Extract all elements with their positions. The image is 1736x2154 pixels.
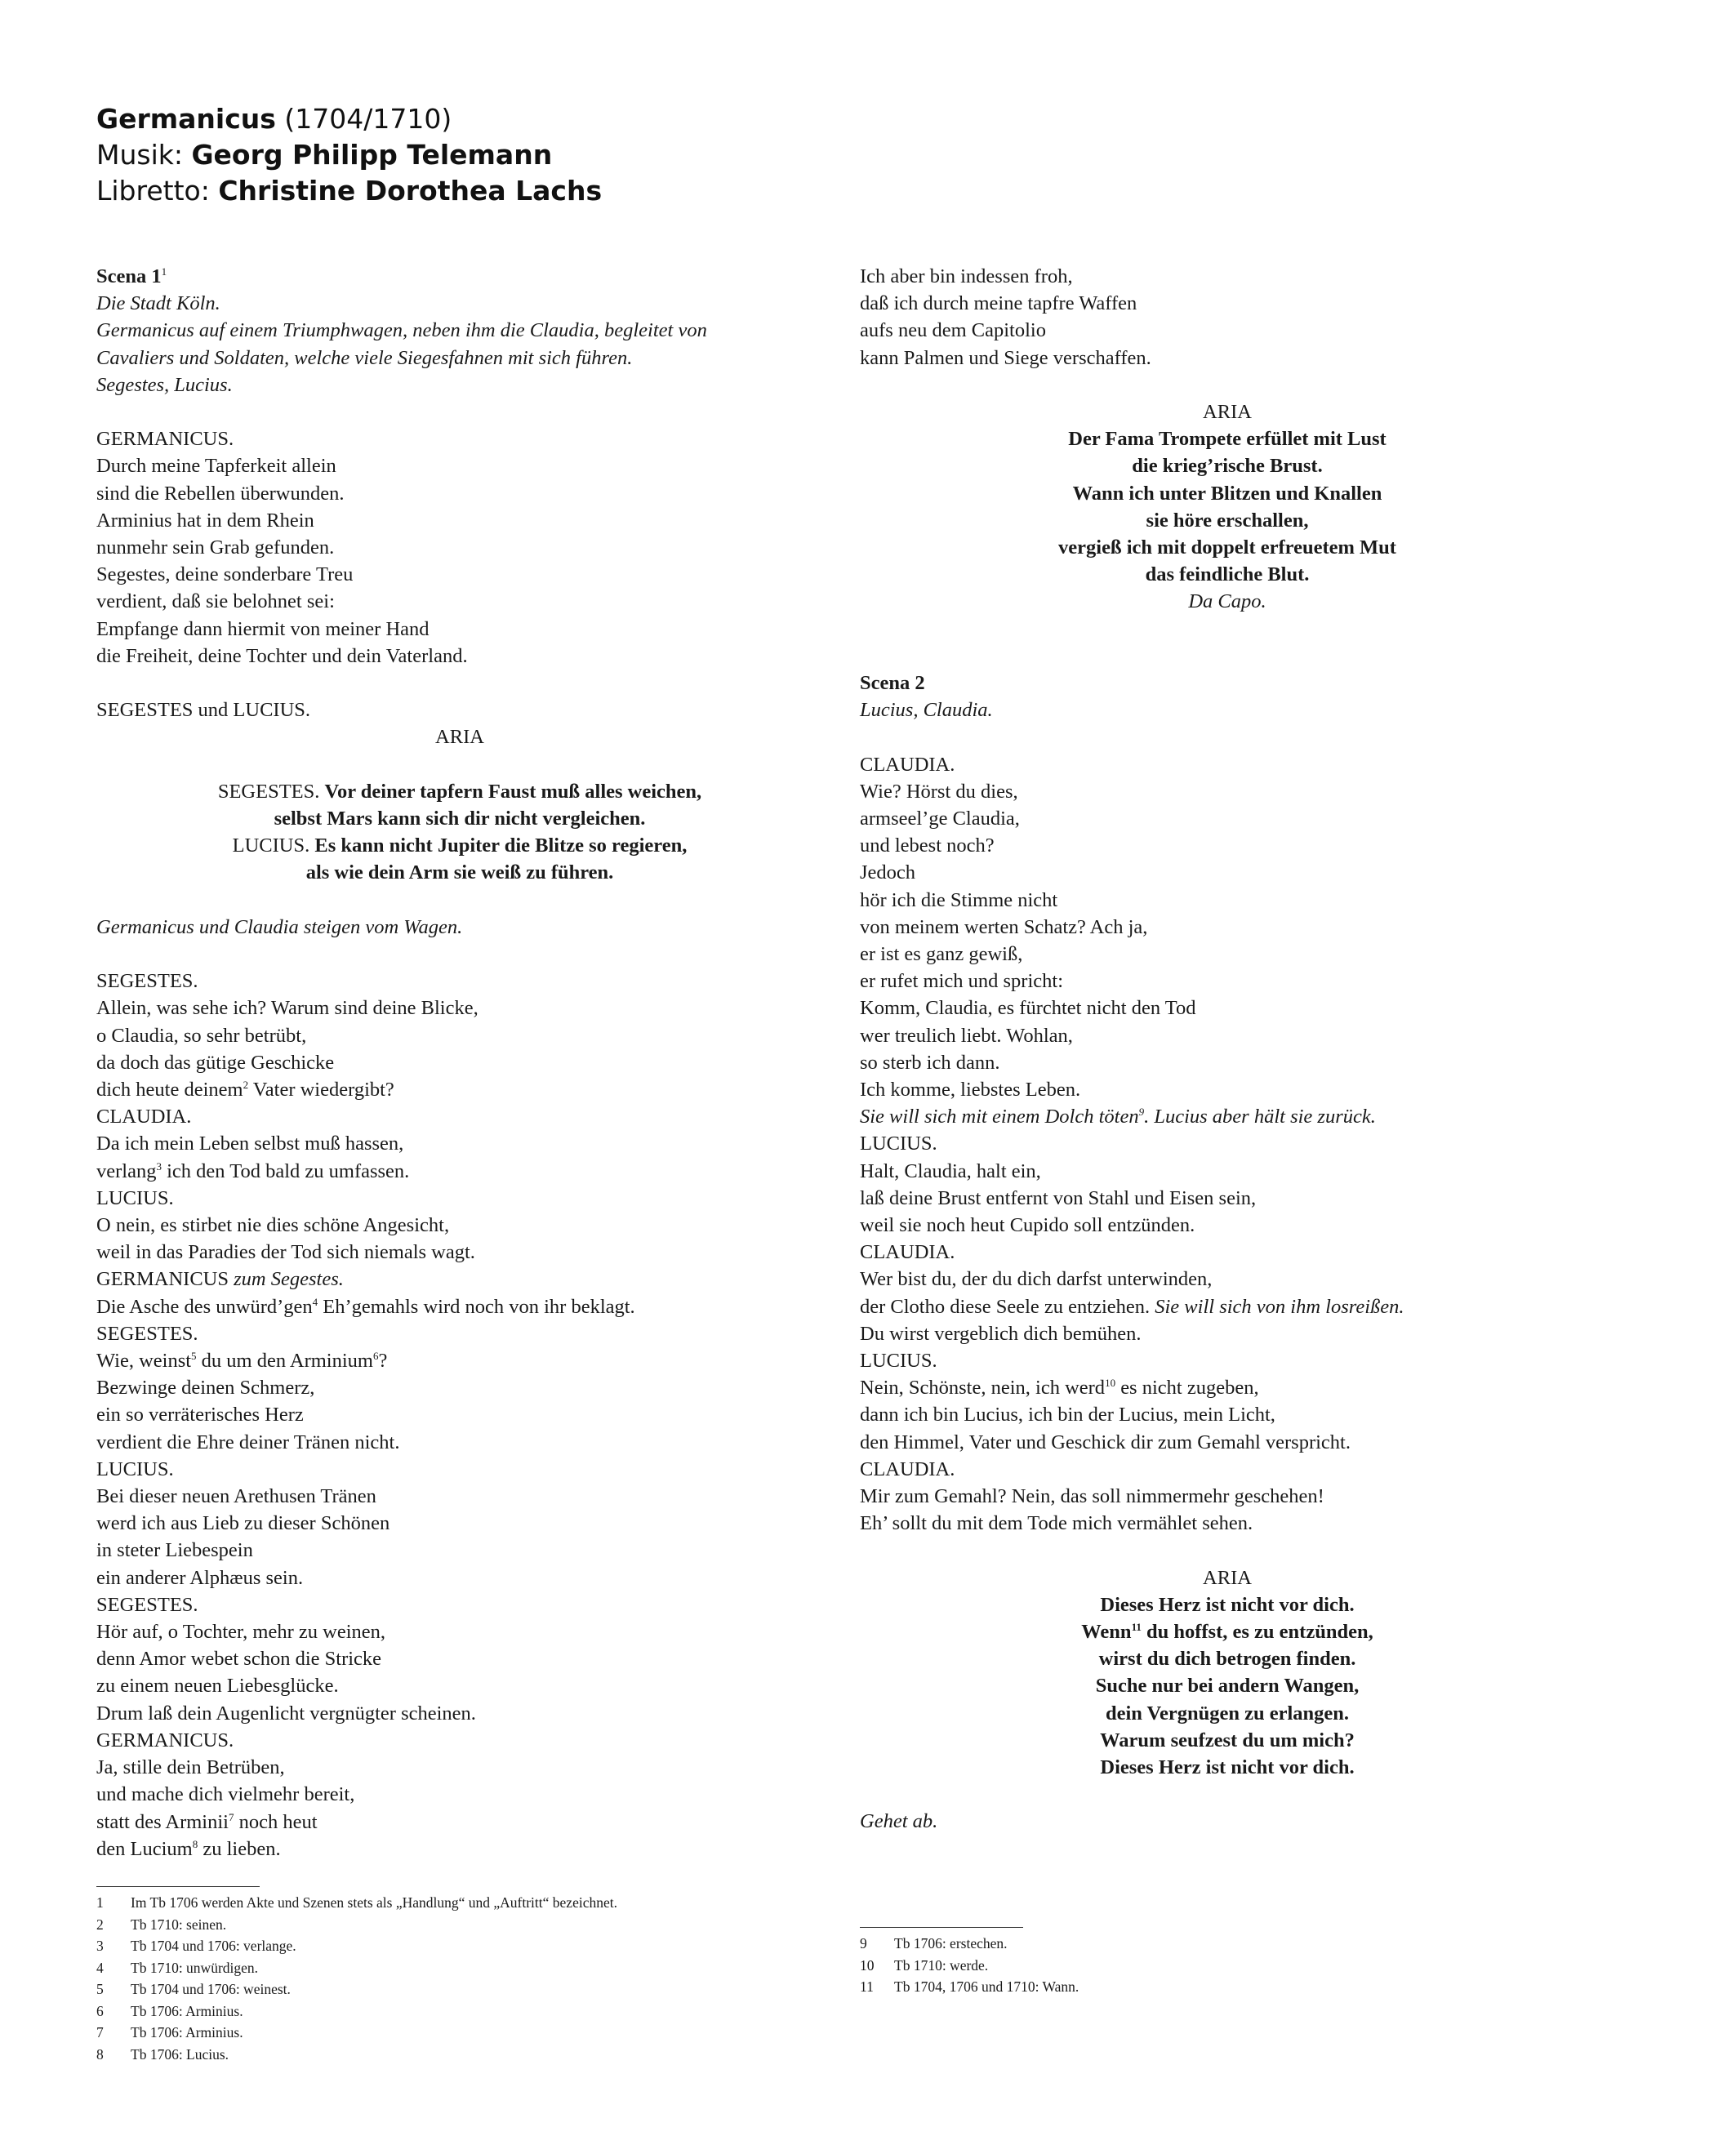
verse-line: Bei dieser neuen Arethusen Tränen xyxy=(96,1485,376,1508)
verse-line: Jedoch xyxy=(860,861,916,884)
speaker-label: SEGESTES. xyxy=(217,780,325,803)
verse-line: von meinem werten Schatz? Ach ja, xyxy=(860,915,1148,938)
librettist-name: Christine Dorothea Lachs xyxy=(218,175,603,207)
aria-line: sie höre erschallen, xyxy=(1146,509,1309,532)
verse-line: wer treulich liebt. Wohlan, xyxy=(860,1024,1073,1047)
verse-line: denn Amor webet schon die Stricke xyxy=(96,1648,382,1671)
aria-line: SEGESTES. Vor deiner tapfern Faust muß alles weichen, xyxy=(217,780,702,803)
speaker-label: LUCIUS. xyxy=(96,1186,174,1209)
verse-line: armseel’ge Claudia, xyxy=(860,808,1020,830)
footnote: 1 Im Tb 1706 werden Akte und Szenen stets als „Handlung“ und „Auftritt“ bezeichnet. xyxy=(96,1894,617,1911)
speaker-label: SEGESTES. xyxy=(96,970,198,993)
aria-line: vergieß ich mit doppelt erfreuetem Mut xyxy=(1058,536,1396,559)
aria-line: das feindliche Blut. xyxy=(1145,563,1310,586)
da-capo: Da Capo. xyxy=(1188,590,1266,613)
verse-line: O nein, es stirbet nie dies schöne Angesicht, xyxy=(96,1214,450,1237)
verse-line: Komm, Claudia, es fürchtet nicht den Tod xyxy=(860,997,1196,1020)
footnote-rule xyxy=(860,1927,1023,1928)
verse-line: aufs neu dem Capitolio xyxy=(860,319,1046,342)
verse-line: Nein, Schönste, nein, ich werd$^{10}$ es nicht zugeben, xyxy=(860,1377,1259,1400)
stage-direction: Cavaliers und Soldaten, welche viele Siegesfahnen mit sich führen. xyxy=(96,346,633,369)
aria-line: Dieses Herz ist nicht vor dich. xyxy=(1100,1756,1355,1779)
speaker-label: SEGESTES. xyxy=(96,1322,198,1345)
aria-heading: ARIA xyxy=(1203,1566,1252,1589)
verse-line: Da ich mein Leben selbst muß hassen, xyxy=(96,1133,404,1155)
speaker-label: SEGESTES. xyxy=(96,1593,198,1616)
aria-heading: ARIA xyxy=(435,726,484,749)
verse-line: Eh’ sollt du mit dem Tode mich vermählet sehen. xyxy=(860,1512,1253,1535)
footnote: 2 Tb 1710: seinen. xyxy=(96,1916,227,1933)
speaker-label: GERMANICUS. xyxy=(96,428,234,451)
footnote: 4 Tb 1710: unwürdigen. xyxy=(96,1959,259,1976)
verse-line: hör ich die Stimme nicht xyxy=(860,888,1058,911)
footnote: 10 Tb 1710: werde. xyxy=(860,1956,989,1974)
footnote: 5 Tb 1704 und 1706: weinest. xyxy=(96,1981,291,1997)
speaker-label: GERMANICUS zum Segestes. xyxy=(96,1268,344,1291)
aria-line: Suche nur bei andern Wangen, xyxy=(1095,1675,1360,1698)
verse-line: er ist es ganz gewiß, xyxy=(860,943,1023,966)
verse-line: daß ich durch meine tapfre Waffen xyxy=(860,292,1137,315)
verse-line: Drum laß dein Augenlicht vergnügter scheinen. xyxy=(96,1702,476,1725)
verse-line: Durch meine Tapferkeit allein xyxy=(96,455,336,478)
stage-direction: Sie will sich mit einem Dolch töten$^9$. Lucius aber hält sie zurück. xyxy=(860,1106,1376,1128)
verse-line: Wie? Hörst du dies, xyxy=(860,780,1018,803)
footnote-ref: 10 xyxy=(1105,1377,1116,1390)
footnote-rule xyxy=(96,1886,260,1887)
aria-line: Wann ich unter Blitzen und Knallen xyxy=(1072,482,1382,505)
verse-line: ein anderer Alphæus sein. xyxy=(96,1566,304,1589)
footnote-ref: 4 xyxy=(312,1295,318,1308)
aria-line: LUCIUS. Es kann nicht Jupiter die Blitze so regieren, xyxy=(232,834,688,857)
verse-line: Mir zum Gemahl? Nein, das soll nimmermehr geschehen! xyxy=(860,1485,1324,1508)
libretto-label: Libretto: xyxy=(96,175,219,207)
speaker-label: LUCIUS. xyxy=(860,1133,937,1155)
opera-title: Germanicus xyxy=(96,103,276,135)
aria-line: Dieses Herz ist nicht vor dich. xyxy=(1100,1593,1355,1616)
title-line xyxy=(96,101,602,137)
verse-line: dich heute deinem$^2$ Vater wiedergibt? xyxy=(96,1078,394,1101)
verse-line: und mache dich vielmehr bereit, xyxy=(96,1783,355,1806)
verse-line: nunmehr sein Grab gefunden. xyxy=(96,536,335,559)
footnote: 11 Tb 1704, 1706 und 1710: Wann. xyxy=(860,1978,1079,1995)
footnote-ref: 3 xyxy=(156,1159,162,1173)
composer-name: Georg Philipp Telemann xyxy=(191,139,553,171)
aria-line: Warum seufzest du um mich? xyxy=(1100,1729,1355,1751)
verse-line: er rufet mich und spricht: xyxy=(860,970,1064,993)
verse-line: werd ich aus Lieb zu dieser Schönen xyxy=(96,1512,390,1535)
footnotes-right xyxy=(860,1927,1079,1998)
scene-heading: Scena 2 xyxy=(860,672,925,694)
music-line xyxy=(96,137,602,173)
verse-line: Ich aber bin indessen froh, xyxy=(860,265,1073,287)
speaker-label: CLAUDIA. xyxy=(860,753,955,776)
verse-line: verlang$^3$ ich den Tod bald zu umfassen. xyxy=(96,1159,410,1182)
aria-line: selbst Mars kann sich dir nicht vergleichen. xyxy=(274,808,646,830)
page-header xyxy=(96,101,602,209)
scene-heading: Scena $1^1$ xyxy=(96,265,167,287)
verse-line: laß deine Brust entfernt von Stahl und Eisen sein, xyxy=(860,1186,1257,1209)
footnote: 3 Tb 1704 und 1706: verlange. xyxy=(96,1938,296,1954)
footnote-ref: 8 xyxy=(192,1837,198,1850)
aria-line: als wie dein Arm sie weiß zu führen. xyxy=(305,861,614,884)
footnote: 8 Tb 1706: Lucius. xyxy=(96,2045,229,2063)
verse-line: weil sie noch heut Cupido soll entzünden. xyxy=(860,1214,1195,1237)
verse-line: Allein, was sehe ich? Warum sind deine Blicke, xyxy=(96,997,479,1020)
footnote-ref: 9 xyxy=(1138,1106,1145,1119)
speaker-label: LUCIUS. xyxy=(860,1350,937,1373)
stage-direction: Lucius, Claudia. xyxy=(860,699,993,722)
speaker-label: CLAUDIA. xyxy=(860,1458,955,1480)
stage-direction: Germanicus auf einem Triumphwagen, neben ihm die Claudia, begleitet von xyxy=(96,319,707,342)
right-column xyxy=(860,263,1595,1836)
left-column xyxy=(96,263,823,1862)
verse-line: statt des Arminii$^7$ noch heut xyxy=(96,1810,318,1833)
footnote: 7 Tb 1706: Arminius. xyxy=(96,2024,243,2041)
stage-direction: Die Stadt Köln. xyxy=(96,292,220,315)
aria-line: die krieg’rische Brust. xyxy=(1132,455,1323,478)
verse-line: weil in das Paradies der Tod sich niemals wagt. xyxy=(96,1241,475,1264)
verse-line: Wer bist du, der du dich darfst unterwinden, xyxy=(860,1268,1213,1291)
speaker-label: LUCIUS. xyxy=(96,1458,174,1480)
footnote-ref: 1 xyxy=(161,265,167,278)
music-label: Musik: xyxy=(96,139,192,171)
verse-line: Ja, stille dein Betrüben, xyxy=(96,1756,285,1779)
verse-line: in steter Liebespein xyxy=(96,1539,253,1562)
footnote: 6 Tb 1706: Arminius. xyxy=(96,2002,243,2019)
verse-line: Segestes, deine sonderbare Treu xyxy=(96,563,354,586)
libretto-line xyxy=(96,173,602,209)
aria-line: Der Fama Trompete erfüllet mit Lust xyxy=(1068,428,1387,451)
aria-heading: ARIA xyxy=(1203,401,1252,423)
verse-line: dann ich bin Lucius, ich bin der Lucius, mein Licht, xyxy=(860,1404,1275,1426)
opera-years: (1704/1710) xyxy=(275,103,452,135)
verse-line: Arminius hat in dem Rhein xyxy=(96,509,314,532)
footnote-ref: 6 xyxy=(372,1349,379,1362)
verse-line: kann Palmen und Siege verschaffen. xyxy=(860,346,1151,369)
footnotes-left xyxy=(96,1886,617,2065)
verse-line: und lebest noch? xyxy=(860,834,995,857)
speaker-label: LUCIUS. xyxy=(232,834,315,857)
speaker-label: GERMANICUS. xyxy=(96,1729,234,1751)
verse-line: Ich komme, liebstes Leben. xyxy=(860,1079,1081,1101)
verse-line: sind die Rebellen überwunden. xyxy=(96,482,345,505)
verse-line: verdient die Ehre deiner Tränen nicht. xyxy=(96,1431,400,1453)
footnote: 9 Tb 1706: erstechen. xyxy=(860,1935,1008,1952)
footnote-ref: 11 xyxy=(1131,1620,1142,1633)
speaker-label: CLAUDIA. xyxy=(860,1241,955,1264)
verse-line: die Freiheit, deine Tochter und dein Vaterland. xyxy=(96,644,468,667)
footnote-ref: 5 xyxy=(191,1349,197,1362)
verse-line: Bezwinge deinen Schmerz, xyxy=(96,1377,315,1400)
verse-line: Wie, weinst$^5$ du um den Arminium$^6$? xyxy=(96,1349,388,1373)
aria-line: wirst du dich betrogen finden. xyxy=(1098,1648,1356,1671)
verse-line: Hör auf, o Tochter, mehr zu weinen, xyxy=(96,1621,386,1644)
verse-line: Du wirst vergeblich dich bemühen. xyxy=(860,1322,1142,1345)
stage-direction: Sie will sich von ihm losreißen. xyxy=(1155,1295,1404,1318)
stage-direction: Germanicus und Claudia steigen vom Wagen. xyxy=(96,915,463,938)
verse-line: den Lucium$^8$ zu lieben. xyxy=(96,1837,281,1860)
speaker-label: SEGESTES und LUCIUS. xyxy=(96,699,311,722)
verse-line: Empfange dann hiermit von meiner Hand xyxy=(96,617,430,640)
verse-line: zu einem neuen Liebesglücke. xyxy=(96,1675,339,1698)
verse-line: der Clotho diese Seele zu entziehen. Sie will sich von ihm losreißen. xyxy=(860,1295,1404,1318)
footnote-ref: 2 xyxy=(243,1078,249,1091)
verse-line: ein so verräterisches Herz xyxy=(96,1404,304,1426)
aria-line: dein Vergnügen zu erlangen. xyxy=(1105,1702,1350,1725)
stage-direction: Gehet ab. xyxy=(860,1810,938,1833)
speaker-label: CLAUDIA. xyxy=(96,1106,192,1128)
verse-line: da doch das gütige Geschicke xyxy=(96,1051,335,1074)
stage-direction: Segestes, Lucius. xyxy=(96,373,233,396)
stage-direction: zum Segestes. xyxy=(234,1268,344,1291)
footnote-ref: 7 xyxy=(228,1810,234,1823)
verse-line: o Claudia, so sehr betrübt, xyxy=(96,1024,307,1047)
verse-line: den Himmel, Vater und Geschick dir zum Gemahl verspricht. xyxy=(860,1431,1351,1453)
aria-line: Wenn$^{11}$ du hoffst, es zu entzünden, xyxy=(1081,1620,1373,1644)
verse-line: Halt, Claudia, halt ein, xyxy=(860,1159,1041,1182)
verse-line: Die Asche des unwürd’gen$^4$ Eh’gemahls wird noch von ihr beklagt. xyxy=(96,1295,635,1318)
verse-line: so sterb ich dann. xyxy=(860,1051,1000,1074)
verse-line: verdient, daß sie belohnet sei: xyxy=(96,590,335,613)
